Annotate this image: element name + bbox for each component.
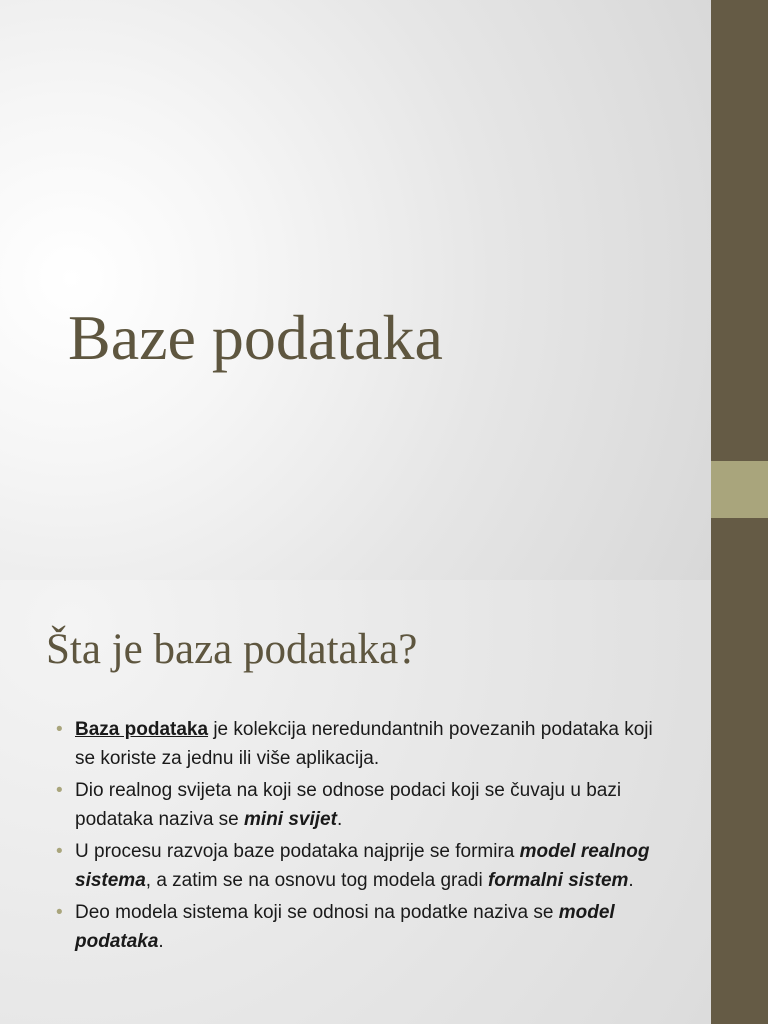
bullet-item (75, 715, 675, 773)
bullet-text: Deo modela sistema koji se odnosi na podatke naziva se (75, 902, 559, 923)
section-heading: Šta je baza podataka? (46, 626, 418, 673)
bullet-text: . (628, 870, 634, 891)
defined-term: Baza podataka (75, 719, 209, 740)
slide-title: Baze podataka (68, 302, 443, 373)
bullet-text: Dio realnog svijeta na koji se odnose podaci koji se čuvaju u bazi podataka naziva se (75, 780, 622, 830)
emphasis-term: model realnog sistema (75, 841, 650, 891)
bullet-item (75, 837, 675, 895)
bullet-item (75, 776, 675, 834)
bullet-text: . (158, 931, 164, 952)
bullet-text: je kolekcija neredundantnih povezanih podataka koji se koriste za jednu ili više aplikacija. (75, 719, 653, 769)
bullet-text: , a zatim se na osnovu tog modela gradi (145, 870, 488, 891)
emphasis-term: mini svijet (244, 809, 337, 830)
content-slide (0, 580, 711, 1024)
emphasis-term: model podataka (75, 902, 615, 952)
bullet-list (75, 715, 675, 959)
emphasis-term: formalni sistem (487, 870, 629, 891)
bullet-item (75, 898, 675, 956)
bullet-text: U procesu razvoja baze podataka najprije se formira (75, 841, 520, 862)
bullet-text: . (336, 809, 343, 830)
side-bar-accent (711, 461, 768, 518)
